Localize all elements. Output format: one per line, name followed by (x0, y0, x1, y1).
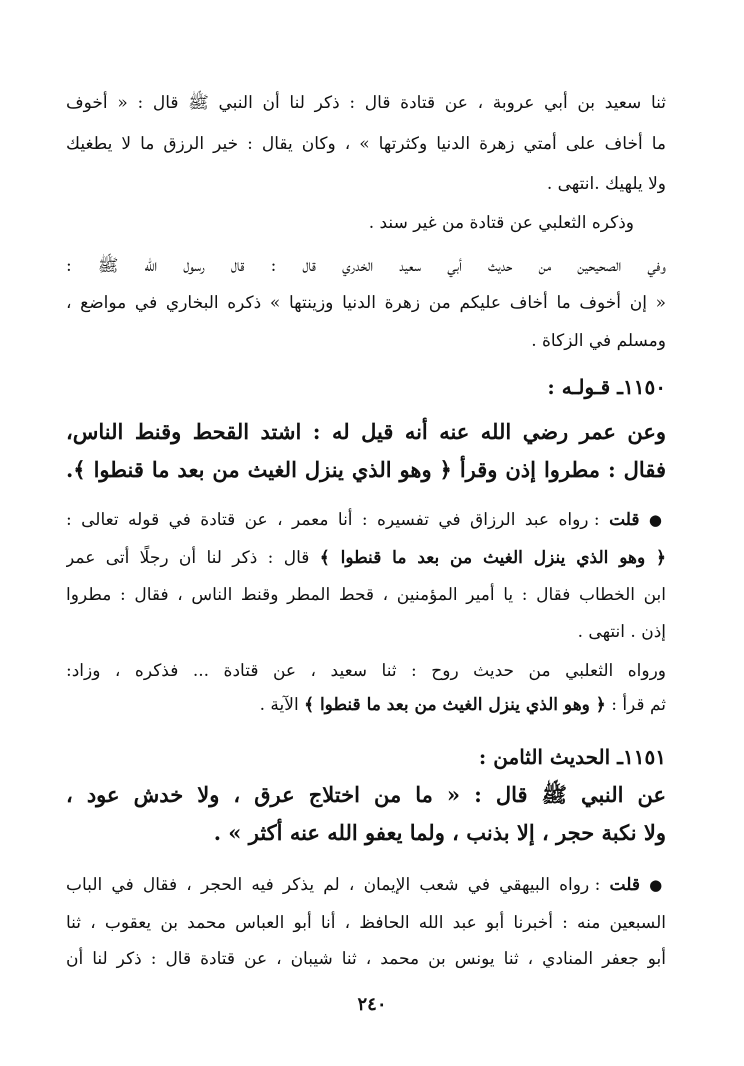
hadith-text-line: عن النبي ﷺ قال : « ما من اختلاج عرق ، ولا خدش عود ، (66, 782, 666, 807)
text-line: ثنا سعيد بن أبي عروبة ، عن قتادة قال : ذكر لنا أن النبي ﷺ قال : « أخوف (66, 93, 666, 113)
bullet-icon: ● (648, 511, 666, 529)
commentary-line (66, 870, 666, 900)
commentary-text: ثم قرأ : (611, 695, 666, 715)
text-line: « إن أخوف ما أخاف عليكم من زهرة الدنيا وزينتها » ذكره البخاري في مواضع ، (66, 293, 666, 313)
text-line: ومسلم في الزكاة . (531, 331, 666, 351)
commentary-text: : رواه عبد الرزاق في تفسيره : أنا معمر ، عن قتادة في قوله تعالى : (66, 510, 600, 530)
commentary-text: قال : ذكر لنا أن رجلًا أتى عمر (66, 548, 310, 568)
commentary-line: ابن الخطاب فقال : يا أمير المؤمنين ، قحط المطر وقنط الناس ، فقال : مطروا (66, 585, 666, 605)
commentary-label: قلت (609, 875, 640, 895)
text-line: ولا يلهيك .انتهى . (546, 174, 666, 194)
hadith-text-line: فقال : مطروا إذن وقرأ ﴿ وهو الذي ينزل الغيث من بعد ما قنطوا ﴾. (66, 457, 666, 482)
commentary-line: السبعين منه : أخبرنا أبو عبد الله الحافظ ، أنا أبو العباس محمد بن يعقوب ، ثنا (66, 913, 666, 933)
hadith-text-line: وعن عمر رضي الله عنه أنه قيل له : اشتد القحط وقنط الناس، (66, 419, 666, 444)
commentary-line (66, 505, 666, 535)
commentary-line (66, 690, 666, 720)
page-number: ٢٤٠ (357, 994, 387, 1015)
commentary-line: إذن . انتهى . (577, 622, 666, 642)
text-line: ما أخاف على أمتي زهرة الدنيا وكثرتها » ، وكان يقال : خير الرزق ما لا يطغيك (66, 134, 666, 154)
commentary-text: الآية . (259, 695, 299, 715)
commentary-text: : رواه البيهقي في شعب الإيمان ، لم يذكر فيه الحجر ، فقال في الباب (66, 875, 601, 895)
section-heading: ١١٥١ـ الحديث الثامن : (478, 745, 666, 769)
commentary-label: قلت (609, 510, 640, 530)
quran-verse: ﴿ وهو الذي ينزل الغيث من بعد ما قنطوا ﴾ (304, 695, 606, 715)
bullet-icon: ● (649, 876, 666, 894)
quran-verse: ﴿ وهو الذي ينزل الغيث من بعد ما قنطوا ﴾ (319, 548, 666, 568)
commentary-line (66, 543, 666, 573)
commentary-line: أبو جعفر المنادي ، ثنا يونس بن محمد ، ثنا شيبان ، عن قتادة قال : ذكر لنا أن (66, 949, 666, 969)
section-heading: ١١٥٠ـ قـولـه : (547, 375, 666, 399)
text-line: وذكره الثعلبي عن قتادة من غير سند . (368, 213, 634, 233)
text-line: وفي الصحيحين من حديث أبي سعيد الخدري قال : قال رسول الله ﷺ : (66, 256, 666, 276)
commentary-line: ورواه الثعلبي من حديث روح : ثنا سعيد ، عن قتادة ... فذكره ، وزاد: (66, 661, 666, 681)
hadith-text-line: ولا نكبة حجر ، إلا بذنب ، ولما يعفو الله عنه أكثر » . (213, 820, 666, 845)
